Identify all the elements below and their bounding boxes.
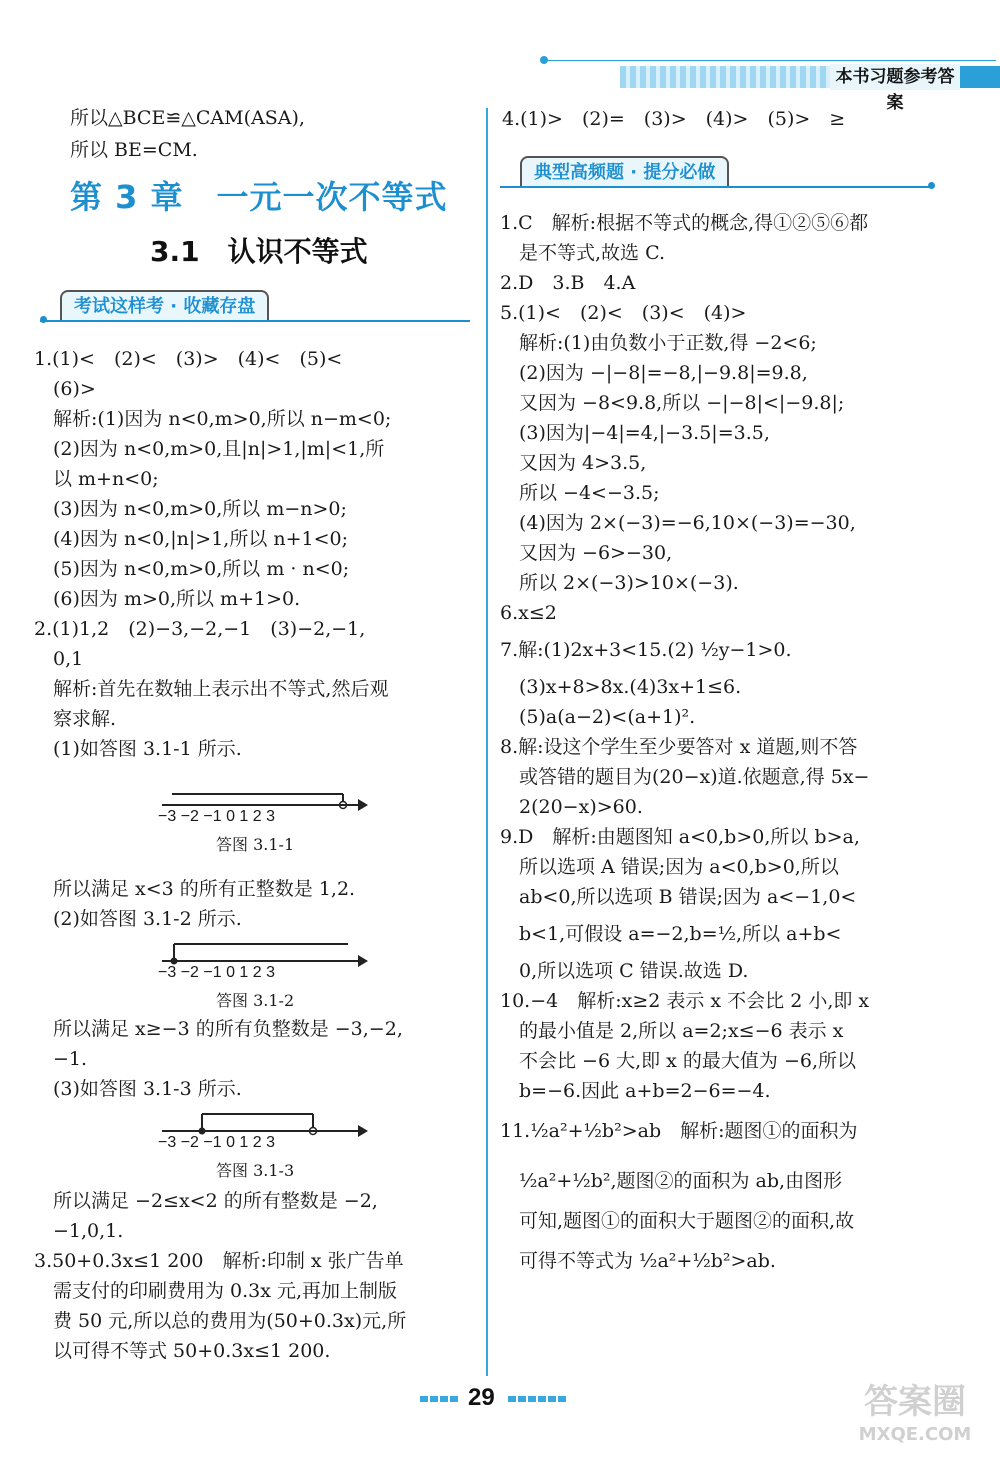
left-line: 费 50 元,所以总的费用为(50+0.3x)元,所 (34, 1310, 407, 1332)
right-top-line: 4.(1)> (2)= (3)> (4)> (5)> ≥ (502, 108, 846, 130)
right-line: 是不等式,故选 C. (500, 242, 665, 264)
left-banner-label: 考试这样考 · 收藏存盘 (60, 290, 269, 322)
right-banner-dot (928, 182, 935, 189)
figure-caption: 答图 3.1-2 (216, 991, 295, 1010)
right-line: 所以选项 A 错误;因为 a<0,b>0,所以 (500, 856, 839, 878)
axis-line (162, 1130, 362, 1132)
left-line: (5)因为 n<0,m>0,所以 m · n<0; (34, 558, 350, 580)
left-line: (2)因为 n<0,m>0,且|n|>1,|m|<1,所 (34, 438, 385, 460)
left-line: −1,0,1. (34, 1220, 124, 1242)
right-line: b=−6.因此 a+b=2−6=−4. (500, 1080, 771, 1102)
figure-caption: 答图 3.1-1 (216, 835, 295, 854)
left-line: (6)> (34, 378, 96, 400)
left-line: 所以满足 x<3 的所有正整数是 1,2. (34, 878, 356, 900)
right-line: 不会比 −6 大,即 x 的最大值为 −6,所以 (500, 1050, 857, 1072)
left-line: 需支付的印刷费用为 0.3x 元,再加上制版 (34, 1280, 398, 1302)
left-line: 0,1 (34, 648, 84, 670)
axis-tick-labels: −3 −2 −1 0 1 2 3 (158, 964, 275, 981)
column-divider (486, 108, 488, 1376)
right-line: (5)a(a−2)<(a+1)². (500, 706, 696, 728)
number-line-2-graph (158, 942, 378, 966)
page-footer (420, 1384, 580, 1414)
left-line: 所以满足 x≥−3 的所有负整数是 −3,−2, (34, 1018, 403, 1040)
right-line: 2.D 3.B 4.A (500, 272, 636, 294)
number-line-1-graph (158, 786, 378, 810)
left-line: 所以满足 −2≤x<2 的所有整数是 −2, (34, 1190, 378, 1212)
left-line: 1.(1)< (2)< (3)> (4)< (5)< (34, 348, 343, 370)
right-line: 或答错的题目为(20−x)道.依题意,得 5x− (500, 766, 870, 788)
left-line: −1. (34, 1048, 88, 1070)
axis-line (162, 804, 362, 806)
right-line: b<1,可假设 a=−2,b=½,所以 a+b< (500, 923, 842, 945)
right-line: 又因为 −8<9.8,所以 −|−8|<|−9.8|; (500, 392, 845, 414)
right-line: 11.½a²+½b²>ab 解析:题图①的面积为 (500, 1120, 858, 1142)
left-line: 察求解. (34, 708, 117, 730)
left-line: (3)如答图 3.1-3 所示. (34, 1078, 242, 1100)
watermark-url: MXQE.COM (858, 1424, 972, 1445)
right-line: 又因为 −6>−30, (500, 542, 673, 564)
after-fig3 (34, 1186, 406, 1366)
footer-stripe-right (508, 1396, 568, 1402)
right-line: 可得不等式为 ½a²+½b²>ab. (500, 1250, 776, 1272)
left-banner (40, 290, 475, 324)
page-header (540, 58, 1000, 113)
right-line: (3)x+8>8x.(4)3x+1≤6. (500, 676, 742, 698)
page-number: 29 (468, 1384, 495, 1411)
right-answers (500, 208, 869, 1286)
left-line: 3.50+0.3x≤1 200 解析:印制 x 张广告单 (34, 1250, 404, 1272)
right-banner (500, 156, 940, 190)
header-line (546, 60, 996, 61)
right-line: 1.C 解析:根据不等式的概念,得①②⑤⑥都 (500, 212, 869, 234)
right-line: 所以 2×(−3)>10×(−3). (500, 572, 739, 594)
right-line: 2(20−x)>60. (500, 796, 643, 818)
left-banner-underline (40, 320, 470, 322)
axis-tick-labels: −3 −2 −1 0 1 2 3 (158, 808, 275, 825)
right-line: 9.D 解析:由题图知 a<0,b>0,所以 b>a, (500, 826, 860, 848)
right-line: ½a²+½b²,题图②的面积为 ab,由图形 (500, 1170, 843, 1192)
left-top-line-2: 所以 BE=CM. (70, 139, 198, 161)
number-line-3-graph (158, 1112, 378, 1136)
right-banner-underline (500, 186, 930, 188)
left-line: (1)如答图 3.1-1 所示. (34, 738, 242, 760)
right-line: 7.解:(1)2x+3<15.(2) ½y−1>0. (500, 639, 792, 661)
number-line-figure-1 (158, 786, 378, 854)
after-fig1 (34, 874, 355, 934)
left-line: 以可得不等式 50+0.3x≤1 200. (34, 1340, 331, 1362)
left-top-line-1: 所以△BCE≌△CAM(ASA), (70, 107, 305, 129)
number-line-figure-2 (158, 942, 378, 1010)
left-line: 解析:首先在数轴上表示出不等式,然后观 (34, 678, 389, 700)
axis-arrow (358, 1125, 368, 1137)
right-line: ab<0,所以选项 B 错误;因为 a<−1,0< (500, 886, 857, 908)
left-line: (3)因为 n<0,m>0,所以 m−n>0; (34, 498, 347, 520)
axis-tick-labels: −3 −2 −1 0 1 2 3 (158, 1134, 275, 1151)
watermark-logo-text: 答案圈 (864, 1382, 966, 1422)
axis-arrow (358, 799, 368, 811)
left-line: (2)如答图 3.1-2 所示. (34, 908, 242, 930)
right-line: 解析:(1)由负数小于正数,得 −2<6; (500, 332, 817, 354)
header-stripe (620, 66, 830, 88)
header-title: 本书习题参考答案 (830, 64, 960, 90)
left-answers (34, 344, 391, 764)
left-line: 解析:(1)因为 n<0,m>0,所以 n−m<0; (34, 408, 392, 430)
right-banner-label: 典型高频题 · 提分必做 (520, 156, 729, 188)
chapter-title: 第 3 章 一元一次不等式 (70, 178, 448, 216)
right-line: 0,所以选项 C 错误.故选 D. (500, 960, 749, 982)
watermark (840, 1380, 990, 1460)
left-banner-dot (40, 316, 47, 323)
number-line-figure-3 (158, 1112, 378, 1180)
right-line: 所以 −4<−3.5; (500, 482, 660, 504)
right-line: (4)因为 2×(−3)=−6,10×(−3)=−30, (500, 512, 856, 534)
figure-caption: 答图 3.1-3 (216, 1161, 295, 1180)
left-line: (6)因为 m>0,所以 m+1>0. (34, 588, 301, 610)
after-fig2 (34, 1014, 403, 1104)
left-line: 以 m+n<0; (34, 468, 159, 490)
right-line: 可知,题图①的面积大于题图②的面积,故 (500, 1210, 855, 1232)
section-title: 3.1 认识不等式 (150, 235, 368, 268)
left-line: 2.(1)1,2 (2)−3,−2,−1 (3)−2,−1, (34, 618, 366, 640)
header-end-block (960, 66, 1000, 88)
axis-line (162, 960, 362, 962)
right-line: 6.x≤2 (500, 602, 557, 624)
right-line: 的最小值是 2,所以 a=2;x≤−6 表示 x (500, 1020, 844, 1042)
right-line: 5.(1)< (2)< (3)< (4)> (500, 302, 747, 324)
right-line: 8.解:设这个学生至少要答对 x 道题,则不答 (500, 736, 858, 758)
footer-stripe-left (420, 1396, 460, 1402)
right-line: 10.−4 解析:x≥2 表示 x 不会比 2 小,即 x (500, 990, 870, 1012)
right-line: 又因为 4>3.5, (500, 452, 647, 474)
right-line: (2)因为 −|−8|=−8,|−9.8|=9.8, (500, 362, 808, 384)
axis-arrow (358, 955, 368, 967)
right-line: (3)因为|−4|=4,|−3.5|=3.5, (500, 422, 770, 444)
left-line: (4)因为 n<0,|n|>1,所以 n+1<0; (34, 528, 349, 550)
